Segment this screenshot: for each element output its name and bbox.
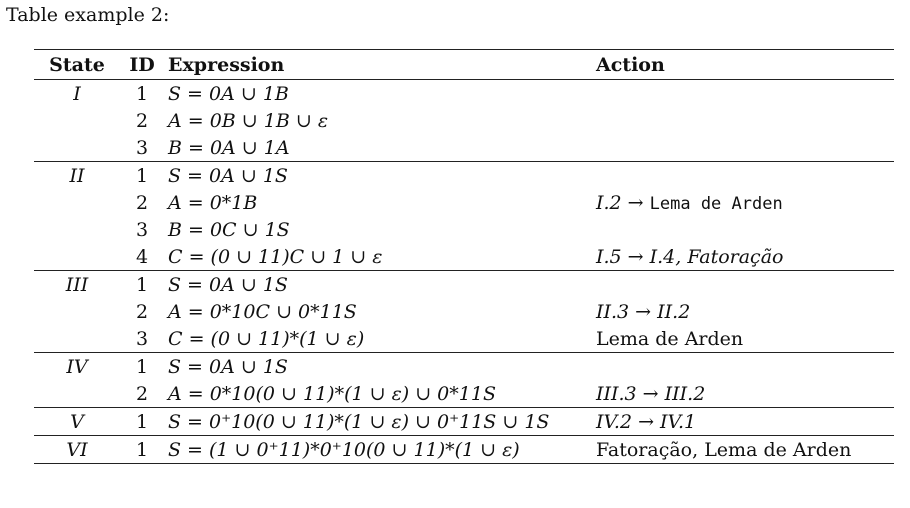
action-lemma-mono: Lema de Arden: [649, 193, 783, 214]
header-action: Action: [596, 53, 665, 76]
id-cell: 3: [135, 327, 149, 350]
state-cell: [34, 107, 120, 134]
table-row: [34, 216, 894, 243]
table-header: [34, 50, 894, 80]
id-cell: 1: [120, 408, 164, 436]
id-cell: 2: [135, 191, 149, 214]
action-cell: IV.2 → IV.1: [592, 408, 894, 436]
expression-cell: S = 0A ∪ 1B: [164, 80, 592, 108]
table-row: [34, 162, 894, 190]
expression-cell: B = 0A ∪ 1A: [168, 136, 290, 159]
table-row: [34, 271, 894, 299]
table-row: [34, 107, 894, 134]
expression-cell: A = 0*10(0 ∪ 11)*(1 ∪ ε) ∪ 0*11S: [168, 382, 496, 405]
header-expression: Expression: [168, 53, 285, 76]
action-cell: [592, 216, 894, 243]
action-cell: I.5 → I.4, Fatoração: [596, 245, 784, 268]
table-row: [34, 436, 894, 464]
action-cell: Lema de Arden: [596, 327, 744, 350]
id-cell: 1: [120, 353, 164, 381]
table-row: [34, 189, 894, 216]
id-cell: 1: [120, 436, 164, 464]
expression-cell: S = (1 ∪ 0⁺11)*0⁺10(0 ∪ 11)*(1 ∪ ε): [164, 436, 592, 464]
table-row: [34, 80, 894, 108]
table-row: [34, 353, 894, 381]
state-cell: [34, 380, 120, 408]
state-cell: VI: [34, 436, 120, 464]
expression-cell: S = 0A ∪ 1S: [164, 353, 592, 381]
state-cell: IV: [34, 353, 120, 381]
state-cell: II: [34, 162, 120, 190]
table-row: [34, 408, 894, 436]
id-cell: 1: [120, 80, 164, 108]
table-body: [34, 80, 894, 464]
expression-cell: A = 0*1B: [168, 191, 258, 214]
action-cell: [592, 353, 894, 381]
table-row: [34, 298, 894, 325]
header-id: ID: [129, 53, 155, 76]
action-cell: [592, 189, 894, 216]
action-cell: III.3 → III.2: [596, 382, 706, 405]
expression-cell: S = 0A ∪ 1S: [164, 162, 592, 190]
action-cell: Fatoração, Lema de Arden: [592, 436, 894, 464]
action-cell: II.3 → II.2: [596, 300, 691, 323]
expression-cell: C = (0 ∪ 11)*(1 ∪ ε): [168, 327, 365, 350]
expression-cell: S = 0⁺10(0 ∪ 11)*(1 ∪ ε) ∪ 0⁺11S ∪ 1S: [164, 408, 592, 436]
expression-cell: A = 0*10C ∪ 0*11S: [168, 300, 357, 323]
id-cell: 2: [135, 300, 149, 323]
state-cell: [34, 134, 120, 162]
action-cell: [592, 107, 894, 134]
state-cell: I: [34, 80, 120, 108]
state-cell: [34, 298, 120, 325]
state-cell: [34, 243, 120, 271]
expression-cell: S = 0A ∪ 1S: [164, 271, 592, 299]
state-cell: [34, 325, 120, 353]
expression-cell: C = (0 ∪ 11)C ∪ 1 ∪ ε: [168, 245, 383, 268]
id-cell: 2: [135, 109, 149, 132]
expression-cell: B = 0C ∪ 1S: [168, 218, 290, 241]
table-row: [34, 325, 894, 353]
state-cell: [34, 189, 120, 216]
id-cell: 2: [135, 382, 149, 405]
expression-cell: A = 0B ∪ 1B ∪ ε: [168, 109, 329, 132]
id-cell: 3: [135, 136, 149, 159]
table-row: [34, 243, 894, 271]
table-caption: Table example 2:: [6, 4, 170, 26]
state-cell: V: [34, 408, 120, 436]
action-cell: [592, 80, 894, 108]
state-cell: [34, 216, 120, 243]
derivation-table: [34, 49, 894, 464]
state-cell: III: [34, 271, 120, 299]
action-cell: [592, 134, 894, 162]
id-cell: 3: [135, 218, 149, 241]
table-row: [34, 380, 894, 408]
header-state: State: [49, 53, 105, 76]
id-cell: 1: [120, 271, 164, 299]
action-cell: [592, 162, 894, 190]
table-row: [34, 134, 894, 162]
action-ref: I.2 →: [596, 191, 644, 214]
action-cell: [592, 271, 894, 299]
id-cell: 1: [120, 162, 164, 190]
id-cell: 4: [135, 245, 149, 268]
